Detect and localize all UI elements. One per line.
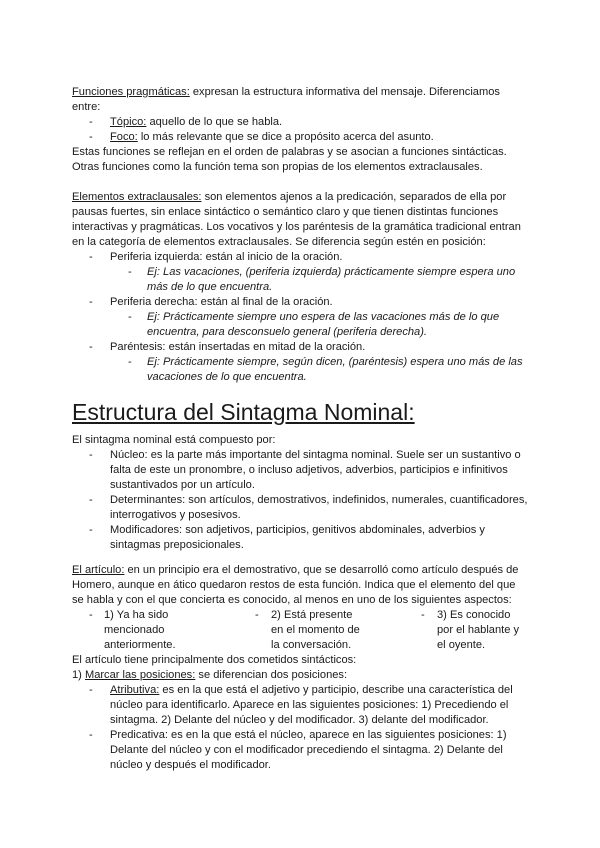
pragmatic-term: Funciones pragmáticas: xyxy=(72,86,190,98)
aspect-1-line-2: mencionado xyxy=(104,624,165,636)
article-after: El artículo tiene principalmente dos cometidos sintácticos: xyxy=(72,654,357,666)
bullet-dash: - xyxy=(89,494,93,506)
pragmatic-intro-cont: entre: xyxy=(72,101,101,113)
point-number: 1) xyxy=(72,669,85,681)
determiners-line-1: Determinantes: son artículos, demostrativos, indefinidos, numerales, cuantificadores, xyxy=(110,494,528,506)
focus-text: lo más relevante que se dice a propósito acerca del asunto. xyxy=(137,131,434,143)
predicative-line-3: núcleo y después el modificador. xyxy=(110,759,271,771)
article-text: en un principio era el demostrativo, que se desarrolló como artículo después de xyxy=(124,564,519,576)
bullet-dash: - xyxy=(89,251,93,263)
aspect-column-3 xyxy=(437,608,547,653)
aspect-2-line-3: la conversación. xyxy=(271,639,352,651)
left-periphery-example-2: más de lo que encuentra. xyxy=(147,281,273,293)
bullet-dash: - xyxy=(89,729,93,741)
aspect-3-line-1: 3) Es conocido xyxy=(437,609,511,621)
nucleus-line-2: falta de este un pronombre, o incluso adjetivos, adverbios, participios e infinitivos xyxy=(110,464,508,476)
attributive-text: es en la que está el adjetivo y participio, describe una característica del xyxy=(159,684,513,696)
attributive-line-1 xyxy=(110,683,513,698)
article-line-3: se habla y con el que concierta es conocido, al menos en uno de los siguientes aspectos: xyxy=(72,594,512,606)
parenthesis-example-1: Ej: Prácticamente siempre, según dicen, (paréntesis) espera uno más de las xyxy=(147,356,523,368)
aspect-3-line-3: el oyente. xyxy=(437,639,486,651)
bullet-dash: - xyxy=(128,311,132,323)
right-periphery-label: Periferia derecha: están al final de la oración. xyxy=(110,296,333,308)
extraclausal-line-2: pausas fuertes, sin enlace sintáctico o semántico claro y que tienen distintas funciones xyxy=(72,206,499,218)
extraclausal-line-1 xyxy=(72,190,506,205)
bullet-dash: - xyxy=(421,609,425,621)
topic-item xyxy=(110,115,282,130)
aspect-column-2 xyxy=(271,608,381,653)
right-periphery-example-1: Ej: Prácticamente siempre uno espera de las vacaciones más de lo que xyxy=(147,311,500,323)
aspect-1-line-3: anteriormente. xyxy=(104,639,176,651)
left-periphery-example-1: Ej: Las vacaciones, (periferia izquierda) prácticamente siempre espera uno xyxy=(147,266,516,278)
positions-term: Marcar las posiciones: xyxy=(84,669,196,681)
predicative-line-2: Delante del núcleo y con el modificador precediendo el sintagma. 2) Delante del xyxy=(110,744,503,756)
aspect-2-line-2: en el momento de xyxy=(271,624,360,636)
modifiers-line-1: Modificadores: son adjetivos, participios, genitivos abdominales, adverbios y xyxy=(110,524,485,536)
parenthesis-example-2: vacaciones de lo que encuentra. xyxy=(147,371,307,383)
topic-text: aquello de lo que se habla. xyxy=(146,116,283,128)
parenthesis-label: Paréntesis: están insertadas en mitad de la oración. xyxy=(110,341,366,353)
article-line-1 xyxy=(72,563,518,578)
right-periphery-example-2: encuentra, para desconsuelo general (periferia derecha). xyxy=(147,326,427,338)
bullet-dash: - xyxy=(128,266,132,278)
determiners-line-2: interrogativos y posesivos. xyxy=(110,509,241,521)
bullet-dash: - xyxy=(89,449,93,461)
bullet-dash: - xyxy=(128,356,132,368)
aspect-1-line-1: 1) Ya ha sido xyxy=(104,609,169,621)
nucleus-line-3: sustantivados por un artículo. xyxy=(110,479,255,491)
extraclausal-term: Elementos extraclausales: xyxy=(72,191,202,203)
bullet-dash: - xyxy=(89,524,93,536)
aspect-3-line-2: por el hablante y xyxy=(437,624,520,636)
section-heading: Estructura del Sintagma Nominal: xyxy=(72,399,415,425)
topic-term: Tópico: xyxy=(110,116,147,128)
pragmatic-intro-line xyxy=(72,85,500,100)
bullet-dash: - xyxy=(89,116,93,128)
modifiers-line-2: sintagmas preposicionales. xyxy=(110,539,244,551)
bullet-dash: - xyxy=(89,341,93,353)
bullet-dash: - xyxy=(89,131,93,143)
extraclausal-text: son elementos ajenos a la predicación, separados de ella por xyxy=(201,191,507,203)
bullet-dash: - xyxy=(89,684,93,696)
attributive-line-2: núcleo para identificarlo. Aparece en las siguientes posiciones: 1) Precediendo el xyxy=(110,699,509,711)
focus-term: Foco: xyxy=(110,131,138,143)
extraclausal-line-3: interactivas y pragmáticas. Los vocativos y los paréntesis de la gramática tradicional entran xyxy=(72,221,521,233)
left-periphery-label: Periferia izquierda: están al inicio de la oración. xyxy=(110,251,343,263)
pragmatic-after-2: Otras funciones como la función tema son propias de los elementos extraclausales. xyxy=(72,161,483,173)
bullet-dash: - xyxy=(89,609,93,621)
article-line-2: Homero, aunque en ático quedaron restos de esta función. Indica que el elemento del que xyxy=(72,579,516,591)
nucleus-line-1: Núcleo: es la parte más importante del sintagma nominal. Suele ser un sustantivo o xyxy=(110,449,521,461)
bullet-dash: - xyxy=(255,609,259,621)
section-intro: El sintagma nominal está compuesto por: xyxy=(72,434,276,446)
positions-point xyxy=(72,668,347,683)
aspect-2-line-1: 2) Está presente xyxy=(271,609,353,621)
focus-item xyxy=(110,130,434,145)
pragmatic-after-1: Estas funciones se reflejan en el orden de palabras y se asocian a funciones sintácticas. xyxy=(72,146,507,158)
extraclausal-line-4: en la categoría de elementos extraclausales. Se diferencia según estén en posición: xyxy=(72,236,486,248)
predicative-line-1: Predicativa: es en la que está el núcleo, aparece en las siguientes posiciones: 1) xyxy=(110,729,507,741)
positions-text: se diferencian dos posiciones: xyxy=(195,669,348,681)
attributive-term: Atributiva: xyxy=(110,684,160,696)
attributive-line-3: sintagma. 2) Delante del núcleo y del modificador. 3) delante del modificador. xyxy=(110,714,489,726)
bullet-dash: - xyxy=(89,296,93,308)
aspect-column-1 xyxy=(104,608,214,653)
pragmatic-intro-text: expresan la estructura informativa del mensaje. Diferenciamos xyxy=(189,86,500,98)
article-term: El artículo: xyxy=(72,564,125,576)
